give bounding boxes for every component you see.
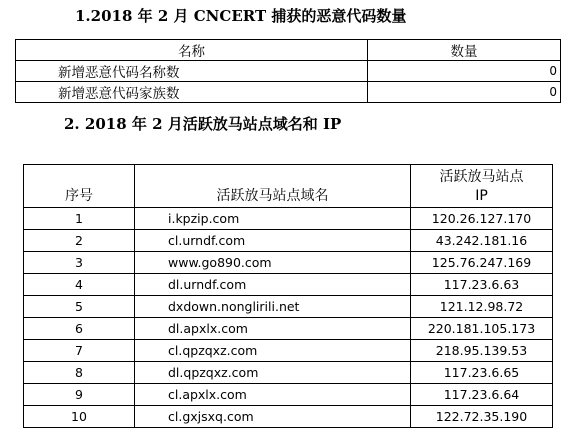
column-header-ip-line2: IP — [475, 188, 488, 204]
section-1-heading: 1.2018 年 2 月 CNCERT 捕获的恶意代码数量 — [75, 7, 407, 25]
row-ip-cell: 220.181.105.173 — [411, 318, 553, 340]
table-row — [24, 274, 553, 296]
row-ip-cell: 43.242.181.16 — [411, 230, 553, 252]
row-domain-cell: i.kpzip.com — [135, 208, 411, 230]
row-domain-cell: dl.apxlx.com — [135, 318, 411, 340]
row-domain-cell: dl.qpzqxz.com — [135, 362, 411, 384]
row-domain-cell: cl.urndf.com — [135, 230, 411, 252]
row-index-cell: 6 — [24, 318, 135, 340]
row-ip-cell: 218.95.139.53 — [411, 340, 553, 362]
column-header-ip-line1: 活跃放马站点 — [439, 169, 524, 185]
row-ip-cell: 120.26.127.170 — [411, 208, 553, 230]
table-row — [24, 384, 553, 406]
section-2-heading: 2. 2018 年 2 月活跃放马站点域名和 IP — [64, 115, 342, 133]
row-ip-cell: 117.23.6.63 — [411, 274, 553, 296]
table-row — [24, 296, 553, 318]
row-ip-cell: 117.23.6.65 — [411, 362, 553, 384]
row-domain-cell: cl.apxlx.com — [135, 384, 411, 406]
row-index-cell: 7 — [24, 340, 135, 362]
column-header-count: 数量 — [368, 40, 561, 61]
row-domain-cell: www.go890.com — [135, 252, 411, 274]
table-header-row — [24, 165, 553, 208]
table-header-row — [16, 40, 561, 61]
row-ip-cell: 121.12.98.72 — [411, 296, 553, 318]
row-name-cell: 新增恶意代码家族数 — [16, 82, 368, 103]
row-index-cell: 3 — [24, 252, 135, 274]
row-index-cell: 9 — [24, 384, 135, 406]
table-row — [24, 318, 553, 340]
row-index-cell: 4 — [24, 274, 135, 296]
table-row — [16, 61, 561, 82]
row-domain-cell: dxdown.nonglirili.net — [135, 296, 411, 318]
table-row — [16, 82, 561, 103]
table-row — [24, 340, 553, 362]
column-header-index: 序号 — [24, 165, 135, 208]
column-header-domain: 活跃放马站点域名 — [135, 165, 411, 208]
row-domain-cell: cl.qpzqxz.com — [135, 340, 411, 362]
row-domain-cell: cl.gxjsxq.com — [135, 406, 411, 428]
row-index-cell: 8 — [24, 362, 135, 384]
column-header-ip — [411, 165, 553, 208]
table-row — [24, 208, 553, 230]
malware-count-table — [15, 39, 561, 103]
row-index-cell: 5 — [24, 296, 135, 318]
row-count-cell: 0 — [368, 61, 561, 82]
table-row — [24, 362, 553, 384]
table-row — [24, 230, 553, 252]
row-ip-cell: 117.23.6.64 — [411, 384, 553, 406]
row-count-cell: 0 — [368, 82, 561, 103]
row-domain-cell: dl.urndf.com — [135, 274, 411, 296]
malicious-sites-table — [23, 164, 553, 428]
row-ip-cell: 125.76.247.169 — [411, 252, 553, 274]
row-index-cell: 2 — [24, 230, 135, 252]
table-row — [24, 252, 553, 274]
row-ip-cell: 122.72.35.190 — [411, 406, 553, 428]
column-header-name: 名称 — [16, 40, 368, 61]
row-name-cell: 新增恶意代码名称数 — [16, 61, 368, 82]
table-row — [24, 406, 553, 428]
row-index-cell: 10 — [24, 406, 135, 428]
row-index-cell: 1 — [24, 208, 135, 230]
